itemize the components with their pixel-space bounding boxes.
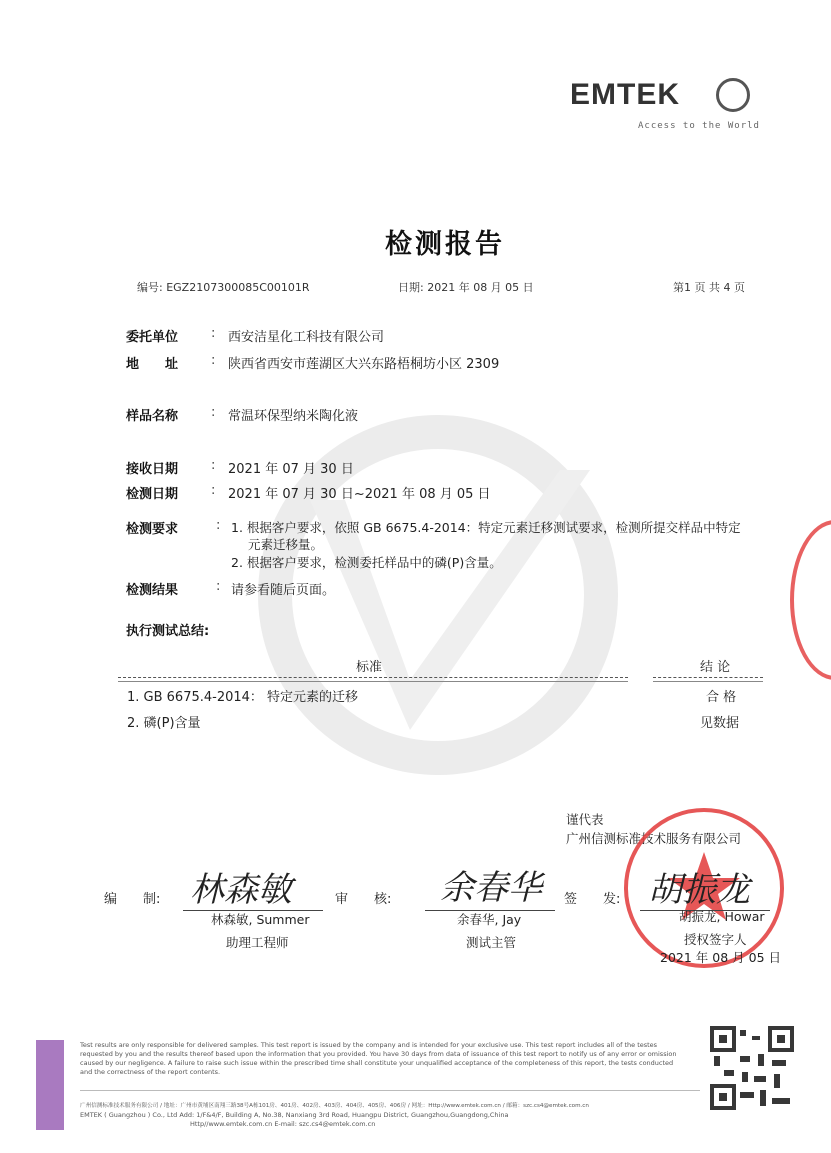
colon: : — [211, 458, 216, 473]
logo-tagline: Access to the World — [638, 121, 760, 131]
qr-code-icon — [710, 1026, 794, 1110]
on-behalf-label: 谨代表 — [566, 812, 604, 827]
disclaimer-line: and the correctness of the report contents. — [80, 1068, 221, 1076]
received-value: 2021 年 07 月 30 日 — [228, 462, 354, 477]
table-divider — [653, 681, 763, 682]
footer-accent-bar — [36, 1040, 64, 1130]
sample-label: 样品名称 — [126, 409, 179, 424]
disclaimer-line: Test results are only responsible for delivered samples. This test report is issued by the company and is intended for your exclusive use. This test report includes all of the testes — [80, 1041, 658, 1049]
test-date-label: 检测日期 — [126, 487, 179, 502]
reviewed-name: 余春华, Jay — [457, 912, 522, 927]
table-row-conclusion: 见数据 — [700, 716, 740, 731]
issued-date: 2021 年 08 月 05 日 — [660, 950, 781, 965]
issued-title: 授权签字人 — [684, 932, 747, 947]
disclaimer-line: caused by our negligence. A failure to raise such issue within the prescribed time shall constitute your unqualified acceptance of the completeness of this report, the tests conducted — [80, 1059, 674, 1067]
colon: : — [211, 405, 216, 420]
prepared-label: 编 制: — [104, 892, 161, 907]
received-label: 接收日期 — [126, 462, 179, 477]
table-row-standard: 1. GB 6675.4-2014： 特定元素的迁移 — [127, 690, 359, 705]
requirement-line-1-cont: 元素迁移量。 — [248, 537, 324, 552]
result-label: 检测结果 — [126, 583, 179, 598]
reviewed-signature: 余春华 — [440, 868, 542, 908]
sample-value: 常温环保型纳米陶化液 — [228, 409, 359, 424]
colon: : — [216, 518, 221, 533]
prepared-signature: 林森敏 — [190, 870, 292, 910]
footer-address-en: EMTEK ( Guangzhou ) Co., Ltd Add: 1/F&4/F, Building A, No.38, Nanxiang 3rd Road, Huangpu District, Guangzhou,Guangdong,China — [80, 1111, 509, 1119]
colon: : — [211, 483, 216, 498]
report-date: 日期: 2021 年 08 月 05 日 — [398, 281, 534, 294]
report-number: 编号: EGZ2107300085C00101R — [137, 281, 310, 294]
signing-company: 广州信测标准技术服务有限公司 — [566, 831, 742, 846]
table-divider — [118, 681, 628, 682]
summary-heading: 执行测试总结: — [126, 624, 210, 639]
requirement-line-2: 2. 根据客户要求，检测委托样品中的磷(P)含量。 — [231, 555, 502, 570]
page-number: 第1 页 共 4 页 — [673, 281, 745, 294]
page-title: 检测报告 — [385, 229, 505, 260]
requirement-label: 检测要求 — [126, 522, 179, 537]
issued-name: 胡振龙, Howar — [679, 909, 765, 924]
client-value: 西安洁星化工科技有限公司 — [228, 330, 385, 345]
prepared-title: 助理工程师 — [226, 935, 289, 950]
issued-signature: 胡振龙 — [648, 870, 750, 910]
reviewed-title: 测试主管 — [466, 935, 517, 950]
table-divider — [118, 677, 628, 678]
test-date-value: 2021 年 07 月 30 日~2021 年 08 月 05 日 — [228, 487, 491, 502]
result-value: 请参看随后页面。 — [231, 583, 336, 598]
company-logo: EMTEK — [570, 78, 680, 111]
footer-contact: Http//www.emtek.com.cn E-mail: szc.cs4@emtek.com.cn — [190, 1120, 376, 1128]
column-header-standard: 标准 — [356, 660, 383, 675]
client-label: 委托单位 — [126, 330, 179, 345]
prepared-name: 林森敏, Summer — [211, 912, 310, 927]
watermark-logo-icon — [290, 470, 600, 770]
colon: : — [211, 326, 216, 341]
table-row-conclusion: 合 格 — [706, 690, 737, 705]
logo-emblem-icon — [716, 78, 750, 112]
address-value: 陕西省西安市莲湖区大兴东路梧桐坊小区 2309 — [228, 357, 500, 372]
colon: : — [216, 579, 221, 594]
address-label: 地 址 — [126, 357, 179, 372]
table-row-standard: 2. 磷(P)含量 — [127, 716, 201, 731]
column-header-conclusion: 结 论 — [700, 660, 731, 675]
side-seal-stamp — [790, 520, 831, 680]
reviewed-label: 审 核: — [335, 892, 392, 907]
footer-address-cn: 广州信测标准技术服务有限公司 / 地址：广州市黄埔区南翔三路38号A栋101房、401房、402房、403房、404房、405房、406房 / 网址：Http://www.emtek.com.cn / 邮箱：szc.cs4@emtek.com.cn — [80, 1103, 589, 1109]
disclaimer-line: requested by you and the results thereof based upon the information that you provided. You have 30 days from data of issuance of this test report to notify us of any error or omission — [80, 1050, 677, 1058]
footer-divider — [80, 1090, 700, 1091]
issued-label: 签 发: — [564, 892, 621, 907]
colon: : — [211, 353, 216, 368]
requirement-line-1: 1. 根据客户要求，依照 GB 6675.4-2014：特定元素迁移测试要求，检测所提交样品中特定 — [231, 520, 741, 535]
table-divider — [653, 677, 763, 678]
